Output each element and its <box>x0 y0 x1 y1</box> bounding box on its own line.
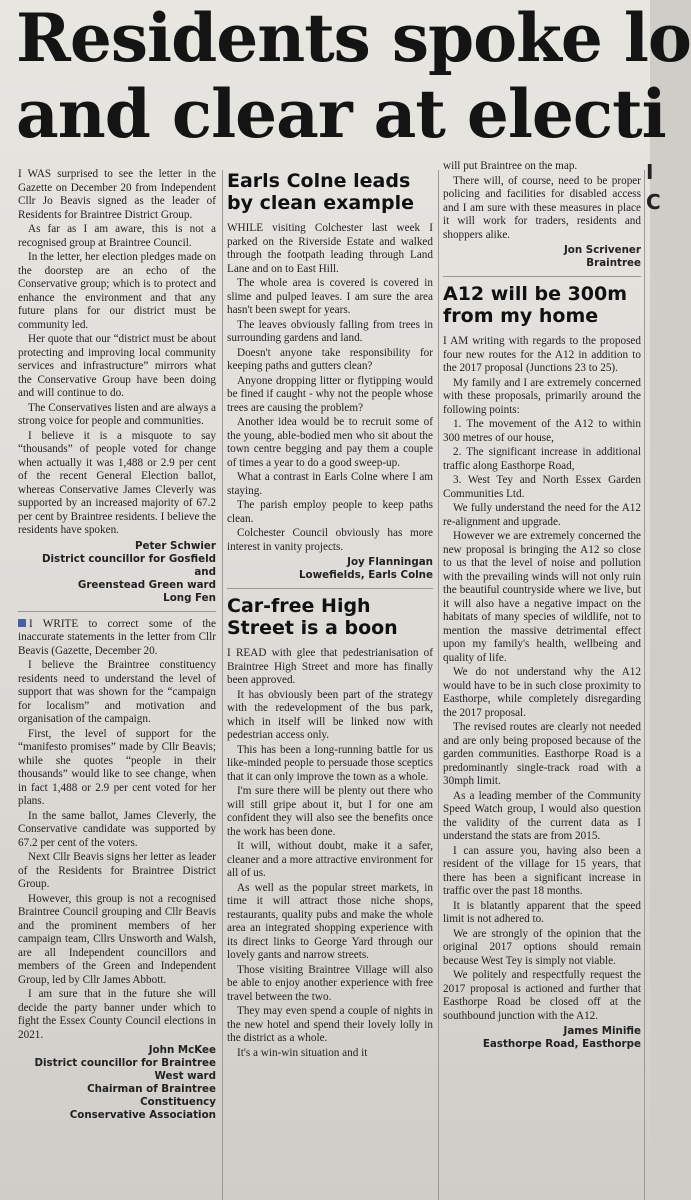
bullet-square-icon <box>18 619 26 627</box>
paragraph: Those visiting Braintree Village will also be able to enjoy another experience with free travel between the two. <box>227 963 433 1003</box>
divider <box>443 276 641 277</box>
letter-title: A12 will be 300m from my home <box>443 283 628 327</box>
paragraph: I can assure you, having also been a resident of the village for 15 years, that there has been a significant increase in traffic over the past 18 months. <box>443 844 641 897</box>
paragraph: 3. West Tey and North Essex Garden Communities Ltd. <box>443 474 641 500</box>
paragraph: We fully understand the need for the A12 re-alignment and upgrade. <box>443 502 641 528</box>
letter-residents <box>18 168 216 605</box>
letter-earls-colne <box>227 170 433 582</box>
signature-name: Jon Scrivener <box>563 244 641 256</box>
signature-name: James Minifie <box>563 1025 641 1037</box>
divider <box>18 611 216 612</box>
column-rule <box>644 170 645 1200</box>
signature-title: Lowefields, Earls Colne <box>298 569 433 581</box>
paragraph: will put Braintree on the map. <box>443 160 578 172</box>
letter-title: Earls Colne leads by clean example <box>227 170 414 214</box>
signature-title: Long Fen <box>163 591 216 604</box>
paragraph: As a leading member of the Community Speed Watch group, I would also question the validity of the current data as I understand the stats are from 2015. <box>443 789 641 842</box>
signature-title: Chairman of Braintree Constituency <box>87 1083 216 1108</box>
paragraph: I believe it is a misquote to say “thousands” of people voted for change when actually it was 1,488 or 2.9 per cent of the recent General Election ballot, whereas Conservative James Cleverly was supported by an increased majority of 67.2 per cent by Braintree residents. I believe the residents have spoken. <box>18 429 216 536</box>
column-1 <box>18 168 216 1200</box>
signature-title: Greenstead Green ward <box>77 578 216 591</box>
paragraph: I READ with glee that pedestrianisation of Braintree High Street and more has finally been approved. <box>227 647 433 686</box>
paragraph: We are strongly of the opinion that the original 2017 options should remain because West Tey is simply not viable. <box>443 927 641 967</box>
paragraph: We politely and respectfully request the 2017 proposal is actioned and further that Easthorpe Road be closed off at the southbound junction with the A12. <box>443 969 641 1022</box>
paragraph: 1. The movement of the A12 to within 300 metres of our house, <box>443 418 641 444</box>
paragraph: The Conservatives listen and are always a strong voice for people and communities. <box>18 401 216 427</box>
paragraph: First, the level of support for the “manifesto promises” made by Cllr Beavis; while she quotes “people in their thousands” would like to see change, when in fact 1,488 or 2.9 per cent voted for her plans. <box>18 727 216 807</box>
paragraph: The whole area is covered is covered in slime and pulped leaves. I am sure the area hasn't been swept for years. <box>227 277 433 316</box>
paragraph: Anyone dropping litter or flytipping would be fined if caught - why not the people whose trees are causing the problem? <box>227 374 433 414</box>
paragraph: I AM writing with regards to the proposed four new routes for the A12 in addition to the 2017 proposal (Junctions 23 to 25). <box>443 335 641 374</box>
paragraph: There will, of course, need to be proper policing and facilities for disabled access and I am sure with these measures in place it will work for traders, residents and shoppers alike. <box>443 174 641 241</box>
paragraph: I'm sure there will be plenty out there who will still gripe about it, but I for one am confident they will also see the benefits once the work has been done. <box>227 785 433 838</box>
paragraph: However we are extremely concerned the new proposal is bringing the A12 so close to us that the level of noise and pollution with the prevailing winds will not only ruin the beautiful countryside where we live, but it will also have a negative impact on the habitats of many species of wildlife, not to mention the massive detrimental effect upon my family's health, wellbeing and quality of life. <box>443 530 641 664</box>
paragraph: In the letter, her election pledges made on the doorstep are an echo of the Conservative group; which is to protect and enhance the environment and that any future plans for our district must be community led. <box>18 251 216 331</box>
signature-title: West ward <box>154 1070 216 1082</box>
paragraph: Next Cllr Beavis signs her letter as leader of the Residents for Braintree District Group. <box>18 851 216 890</box>
paragraph: Another idea would be to recruit some of the young, able-bodied men who sit about the town centre begging and pay them a couple of times a year to do a good sweep-up. <box>227 416 433 469</box>
paragraph: My family and I are extremely concerned with these proposals, primarily around the following points: <box>443 376 641 416</box>
signature-name: Joy Flanningan <box>347 556 433 568</box>
paragraph: It is blatantly apparent that the speed limit is not adhered to. <box>443 899 641 925</box>
paragraph: We do not understand why the A12 would have to be in such close proximity to Easthorpe, while completely disregarding the 2017 proposal. <box>443 666 641 719</box>
cut-off-heading-letter: C <box>646 190 661 214</box>
paragraph: I am sure that in the future she will decide the party banner under which to fight the Essex County Council elections in 2021. <box>18 988 216 1041</box>
paragraph: Doesn't anyone take responsibility for keeping paths and gutters clean? <box>227 346 433 372</box>
paragraph: As well as the popular street markets, in time it will attract those niche shops, restaurants, quality pubs and make the whole area an integrated shopping experience with its direct links to George Yard through our lovely gants and narrow streets. <box>227 881 433 961</box>
paragraph: The parish employ people to keep paths clean. <box>227 499 433 525</box>
headline-line-2: and clear at electi <box>16 75 666 153</box>
paragraph: Her quote that our “district must be about protecting and improving local community services and infrastructure” mirrors what the Conservative Group have been doing and will continue to do. <box>18 333 216 399</box>
paragraph: As far as I am aware, this is not a recognised group at Braintree Council. <box>18 223 216 249</box>
headline-line-1: Residents spoke lo <box>16 0 691 77</box>
letter-car-free-continued <box>443 160 641 270</box>
divider <box>227 588 433 589</box>
paragraph: WHILE visiting Colchester last week I parked on the Riverside Estate and walked through the footpath leading through Land Lane and on to East Hill. <box>227 222 433 275</box>
paragraph: They may even spend a couple of nights in the new hotel and spend their lovely lolly in the district as a whole. <box>227 1005 433 1044</box>
paragraph: In the same ballot, James Cleverly, the Conservative candidate was supported by 67.2 per cent of the voters. <box>18 809 216 849</box>
signature-title: Braintree <box>586 257 641 269</box>
paragraph: What a contrast in Earls Colne where I am staying. <box>227 471 433 497</box>
paragraph: The revised routes are clearly not needed and are only being proposed because of the garden communities. Easthorpe Road is a predominantly single-track road with a 30mph limit. <box>443 721 641 787</box>
signature-title: Conservative Association <box>69 1109 216 1121</box>
paragraph: I WAS surprised to see the letter in the Gazette on December 20 from Independent Cllr Jo Beavis signed as the leader of Residents for Braintree District Group. <box>18 168 216 221</box>
letter-correction <box>18 618 216 1123</box>
letter-car-free <box>227 595 433 1060</box>
paragraph: 2. The significant increase in additional traffic along Easthorpe Road, <box>443 446 641 472</box>
signature-title: District councillor for Braintree <box>34 1057 216 1069</box>
paragraph: The leaves obviously falling from trees in surrounding gardens and land. <box>227 318 433 344</box>
paragraph: I believe the Braintree constituency residents need to understand the level of support that was shown for the “campaign for localism” and motivation and organisation of the campaign. <box>18 659 216 725</box>
letter-a12 <box>443 283 641 1051</box>
signature-title: Easthorpe Road, Easthorpe <box>482 1038 641 1050</box>
signature-name: Peter Schwier <box>134 539 216 552</box>
letter-title: Car-free High Street is a boon <box>227 595 398 639</box>
paragraph: It's a win-win situation and it <box>237 1046 368 1059</box>
cut-off-heading-letter: I <box>646 160 654 184</box>
paragraph: It will, without doubt, make it a safer, cleaner and a more attractive environment for all of us. <box>227 840 433 879</box>
paragraph: However, this group is not a recognised Braintree Council grouping and Cllr Beavis and the prominent members of her campaign team, Cllrs Unsworth and Walsh, are all Independent councillors and members of the Green and Independent Group, led by Cllr James Abbott. <box>18 892 216 986</box>
signature-title: District councillor for Gosfield and <box>41 552 216 578</box>
paragraph-text: I WRITE to correct some of the inaccurate statements in the letter from Cllr Beavis (Gazette, December 20. <box>18 617 216 657</box>
headline <box>16 0 691 153</box>
paragraph: This has been a long-running battle for us like-minded people to persuade those sceptics that it can only improve the town as a whole. <box>227 743 433 783</box>
column-rule <box>438 170 439 1200</box>
paragraph: Colchester Council obviously has more interest in vanity projects. <box>227 527 433 553</box>
paragraph: It has obviously been part of the strategy with the redevelopment of the bus park, which in itself will be linked now with pedestrian access only. <box>227 688 433 741</box>
column-rule <box>222 170 223 1200</box>
column-3 <box>443 160 641 1200</box>
column-2 <box>227 168 433 1200</box>
paragraph <box>18 618 216 659</box>
signature-name: John McKee <box>148 1044 216 1056</box>
